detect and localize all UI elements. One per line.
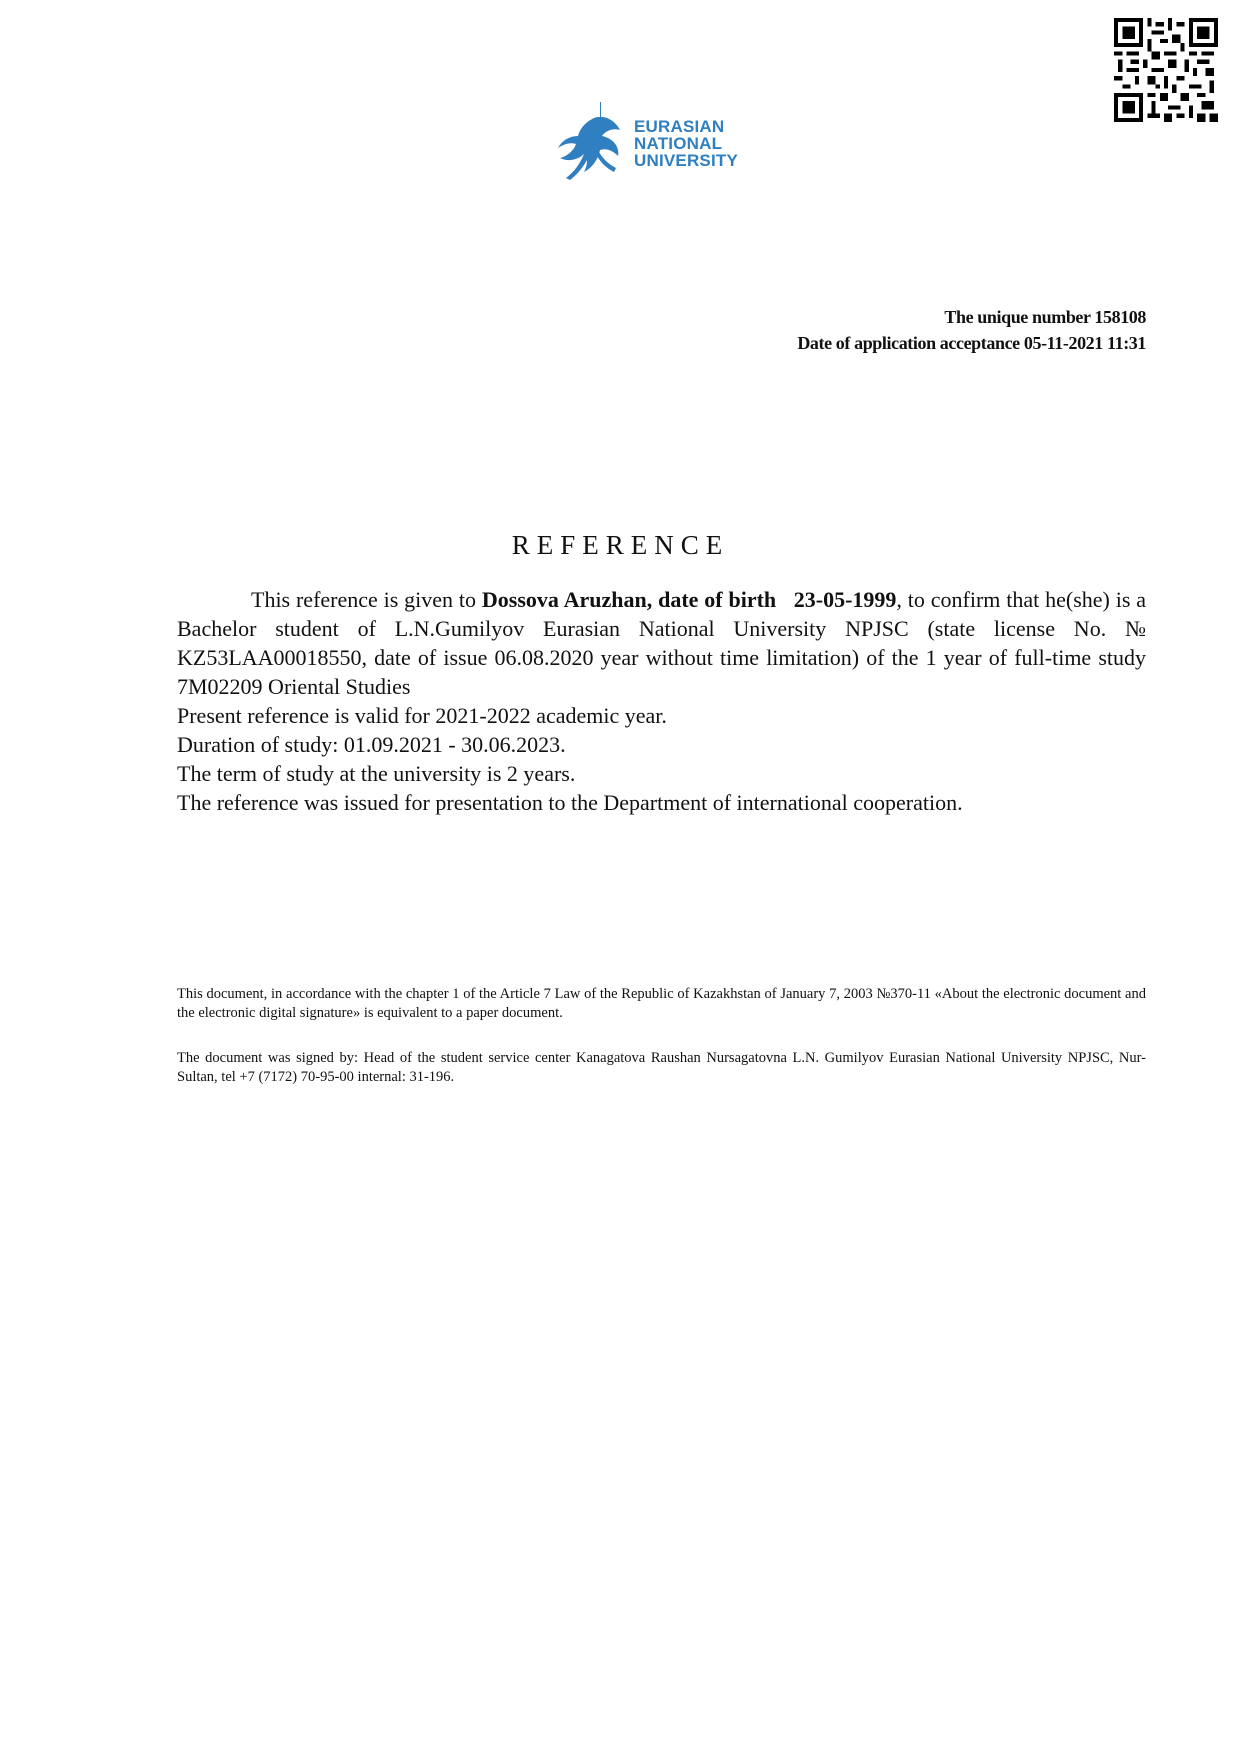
student-name: Dossova Aruzhan [481,587,647,612]
acceptance-date-value: 05-11-2021 11:31 [1023,333,1146,353]
logo-line: UNIVERSITY [634,151,739,170]
intro-text: This reference is given to [251,587,477,612]
logo-wordmark [634,118,738,169]
validity-line: Present reference is valid for 2021-2022 academic year. [177,703,667,728]
document-meta [797,304,1146,356]
dob-label: , date of birth [646,587,777,612]
date-of-birth: 23-05-1999 [793,587,897,612]
unique-number-value: 158108 [1094,307,1146,327]
issued-for-line: The reference was issued for presentation to the Department of international cooperation. [177,790,963,815]
university-logo [554,100,764,186]
logo-line: NATIONAL [634,134,723,153]
signature-notice: The document was signed by: Head of the student service center Kanagatova Raushan Nursagatovna L.N. Gumilyov Eurasian National University NPJSC, Nur-Sultan, tel +7 (7172) 70-95-00 internal: 31-196. [177,1050,1146,1085]
legal-notice: This document, in accordance with the chapter 1 of the Article 7 Law of the Republic of Kazakhstan of January 7, 2003 №370-11 «About the electronic document and the electronic digital signature» is equivalent to a paper document. [177,986,1146,1021]
document-body [177,585,1146,817]
term-line: The term of study at the university is 2 years. [177,761,576,786]
qr-code [1114,18,1218,122]
acceptance-date-label: Date of application acceptance [797,333,1020,353]
main-paragraph [177,585,1146,701]
unique-number-label: The unique number [944,307,1091,327]
logo-line: EURASIAN [634,117,725,136]
horse-rider-emblem [554,100,644,186]
acceptance-date-row [797,330,1146,356]
duration-line: Duration of study: 01.09.2021 - 30.06.2023. [177,732,566,757]
document-title: REFERENCE [511,530,730,560]
unique-number-row [797,304,1146,330]
paragraph-rest: , to confirm that he(she) is a Bachelor student of L.N.Gumilyov Eurasian National University NPJSC (state license No. № KZ53LAA00018550, date of issue 06.08.2020 year without time limitation) of the 1 year of full-time study 7M02209 Oriental Studies [177,587,1147,699]
